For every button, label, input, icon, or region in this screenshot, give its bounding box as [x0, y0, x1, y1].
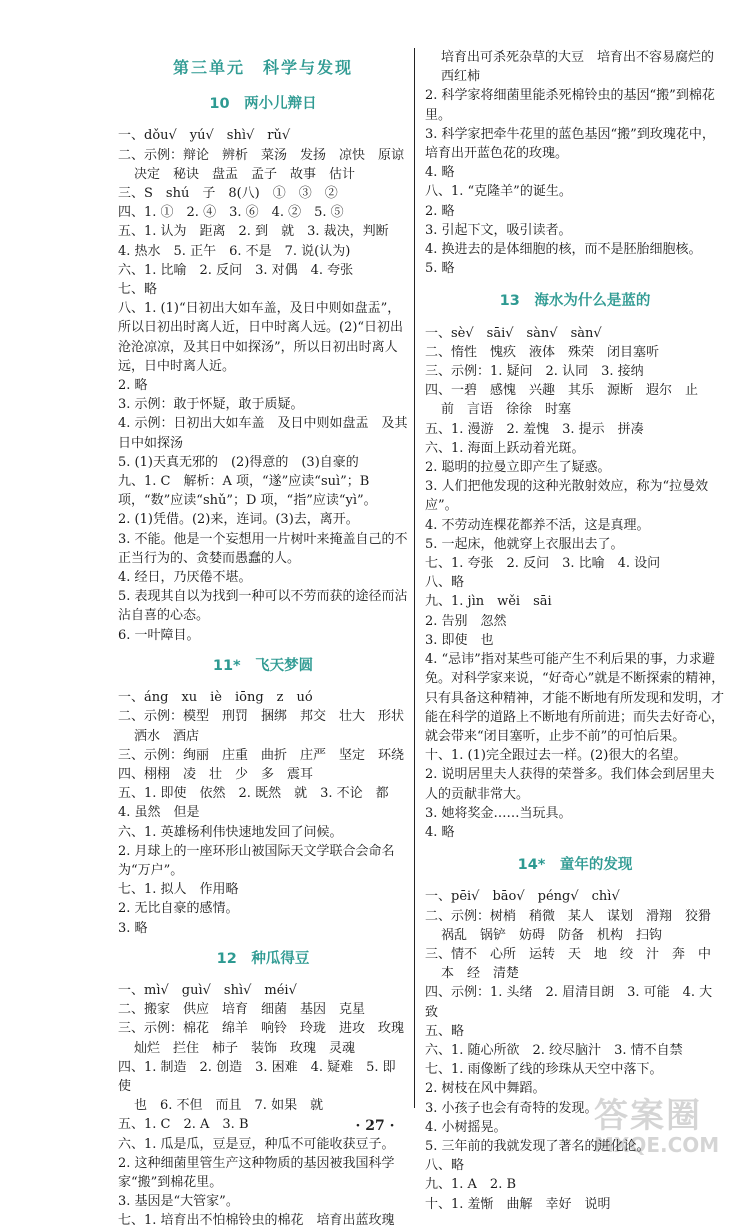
- answer-line: 4. 略: [425, 165, 455, 181]
- answer-line: 本 经 清楚: [441, 966, 520, 982]
- answer-line: 洒水 酒店: [134, 728, 200, 744]
- answer-line: 3. 她将奖金……当玩具。: [425, 805, 572, 821]
- answer-line: 4. 略: [425, 824, 455, 840]
- answer-line: 3. 人们把他发现的这种光散射效应，称为“拉曼效应”。: [425, 479, 709, 514]
- answer-line: 六、1. 英雄杨利伟快速地发回了问候。: [118, 824, 343, 840]
- answer-line: 五、1. 漫游 2. 羞愧 3. 提示 拼凑: [425, 421, 644, 437]
- answer-line: 八、略: [425, 575, 465, 591]
- answer-line: 4. 热水 5. 正午 6. 不是 7. 说(认为): [118, 243, 351, 259]
- answer-line: 3. 小孩子也会有奇特的发现。: [425, 1100, 598, 1116]
- answer-line: 六、1. 瓜是瓜，豆是豆，种瓜不可能收获豆子。: [118, 1136, 395, 1152]
- answer-line: 2. 聪明的拉曼立即产生了疑惑。: [425, 460, 611, 476]
- answer-line: 五、略: [425, 1023, 465, 1039]
- lesson-14-answers: [425, 887, 725, 1213]
- answer-line: 2. 略: [425, 203, 455, 219]
- answer-line: 二、示例：模型 刑罚 捆绑 邦交 壮大 形状: [118, 709, 405, 725]
- answer-line: 二、示例：树梢 稍微 某人 谋划 滑翔 狡猾: [425, 908, 712, 924]
- answer-line: 3. 不能。他是一个妄想用一片树叶来掩盖自己的不正当行为的、贪婪而愚蠢的人。: [118, 531, 408, 566]
- answer-line: 祸乱 锅铲 妨碍 防备 机构 扫钩: [441, 927, 663, 943]
- answer-line: 2. 这种细菌里管生产这种物质的基因被我国科学家“搬”到棉花里。: [118, 1155, 395, 1190]
- answer-line: 六、1. 海面上跃动着光斑。: [425, 440, 585, 456]
- lesson-10-title: 10 两小儿辩日: [209, 96, 317, 113]
- answer-line: 二、搬家 供应 培育 细菌 基因 克星: [118, 1002, 366, 1018]
- answer-line: 4. 示例：日初出大如车盖 及日中则如盘盂 及其日中如探汤: [118, 416, 408, 451]
- answer-line: 4. 虽然 但是: [118, 805, 200, 821]
- answer-line: 七、1. 夸张 2. 反问 3. 比喻 4. 设问: [425, 556, 661, 572]
- answer-line: 七、略: [118, 282, 158, 298]
- answer-line: 一、áng xu iè iōng z uó: [118, 690, 313, 706]
- answer-line: 4. 不劳动连棵花都养不活，这是真理。: [425, 517, 650, 533]
- answer-line: 七、1. 拟人 作用略: [118, 882, 239, 898]
- answer-line: 3. 科学家把牵牛花里的蓝色基因“搬”到玫瑰花中，培育出开蓝色花的玫瑰。: [425, 126, 715, 162]
- answer-line: 八、1. “克隆羊”的诞生。: [425, 184, 572, 200]
- watermark-logo: [594, 1088, 744, 1157]
- answer-line: 2. 树枝在风中舞蹈。: [425, 1081, 546, 1097]
- answer-line: 3. 示例：敢于怀疑，敢于质疑。: [118, 397, 304, 413]
- answer-line: 4. 换进去的是体细胞的核，而不是胚胎细胞核。: [425, 242, 702, 258]
- answer-line: 四、1. ① 2. ④ 3. ⑥ 4. ② 5. ⑤: [118, 205, 344, 221]
- lesson-11-title: 11* 飞天梦圆: [212, 657, 314, 674]
- answer-line: 九、1. A 2. B: [425, 1177, 517, 1193]
- page-number: · 27 ·: [355, 1118, 395, 1134]
- column-divider: [414, 48, 415, 1108]
- answer-line: 一、pēi√ bāo√ péng√ chì√: [425, 889, 620, 905]
- answer-line: 八、1. (1)“日初出大如车盖，及日中则如盘盂”，所以日初出时离人近，日中时离人远。(2)“日初出沧沧凉凉，及其日中如探汤”，所以日初出时离人远，日中时离人近。: [118, 301, 404, 374]
- answer-line: 二、惰性 愧疚 液体 殊荣 闭目塞听: [425, 344, 660, 360]
- answer-line: 九、1. jìn wěi sāi: [425, 594, 552, 610]
- answer-line: 一、mì√ guì√ shì√ méi√: [118, 982, 297, 998]
- answer-line: 4. 经日，乃厌倦不堪。: [118, 570, 252, 586]
- answer-line: 七、1. 培育出不怕棉铃虫的棉花 培育出蓝玫瑰: [118, 1213, 395, 1229]
- answer-line: 前 言语 徐徐 时塞: [441, 402, 572, 418]
- answer-line: 三、S shú 子 8(八) ① ③ ②: [118, 186, 338, 202]
- answer-line: 3. 基因是“大管家”。: [118, 1194, 239, 1210]
- answer-line: 2. 科学家将细菌里能杀死棉铃虫的基因“搬”到棉花里。: [425, 88, 715, 123]
- answer-line: 一、dǒu√ yú√ shì√ rǔ√: [118, 128, 291, 144]
- answer-line: 5. 表现其自以为找到一种可以不劳而获的途径而沾沾自喜的心态。: [118, 589, 408, 624]
- answer-line: 六、1. 随心所欲 2. 绞尽脑汁 3. 情不自禁: [425, 1042, 683, 1058]
- answer-line: 3. 略: [118, 920, 148, 936]
- answer-line: 四、1. 制造 2. 创造 3. 困难 4. 疑难 5. 即使: [118, 1059, 396, 1094]
- answer-line: 6. 一叶障目。: [118, 627, 200, 643]
- answer-line: 八、略: [425, 1158, 465, 1174]
- answer-line: 三、示例：棉花 绵羊 响铃 玲珑 进攻 玫瑰: [118, 1021, 405, 1037]
- left-column: [118, 48, 408, 1231]
- watermark-text: 答案圈: [594, 1096, 702, 1136]
- lesson-14-title: 14* 童年的发现: [517, 857, 633, 874]
- answer-line: 五、1. C 2. A 3. B: [118, 1117, 249, 1133]
- answer-line: 也 6. 不但 而且 7. 如果 就: [134, 1098, 324, 1114]
- lesson-12-answers: [118, 981, 408, 1231]
- answer-line: 七、1. 雨像断了线的珍珠从天空中落下。: [425, 1062, 663, 1078]
- answer-line: 2. (1)凭借。(2)来，连词。(3)去，离开。: [118, 512, 359, 528]
- answer-line: 三、示例：1. 疑问 2. 认同 3. 接纳: [425, 364, 644, 380]
- answer-line: 四、一碧 感愧 兴趣 其乐 源断 遐尔 止: [425, 383, 699, 399]
- answer-line: 三、示例：绚丽 庄重 曲折 庄严 坚定 环绕: [118, 747, 405, 763]
- answer-line: 2. 告别 忽然: [425, 613, 507, 629]
- answer-line: 十、1. 羞惭 曲解 幸好 说明: [425, 1196, 611, 1212]
- answer-line: 2. 说明居里夫人获得的荣誉多。我们体会到居里夫人的贡献非常大。: [425, 767, 715, 802]
- answer-line: 培育出可杀死杂草的大豆 培育出不容易腐烂的西红柿: [441, 50, 715, 85]
- answer-line: 灿烂 拦住 柿子 装饰 玫瑰 灵魂: [134, 1040, 356, 1056]
- answer-line: 五、1. 认为 距离 2. 到 就 3. 裁决，判断: [118, 224, 389, 240]
- lesson-13-title: 13 海水为什么是蓝的: [499, 293, 651, 310]
- answer-line: 2. 月球上的一座环形山被国际天文学联合会命名为“万户”。: [118, 843, 395, 878]
- lesson-12-title: 12 种瓜得豆: [216, 950, 310, 967]
- answer-line: 四、示例：1. 头绪 2. 眉清目朗 3. 可能 4. 大致: [425, 985, 713, 1020]
- lesson-12-continued-answers: [425, 48, 725, 278]
- unit-title: 第三单元 科学与发现: [172, 58, 353, 77]
- lesson-11-answers: [118, 688, 408, 938]
- answer-line: 3. 引起下文，吸引读者。: [425, 222, 572, 238]
- answer-line: 2. 略: [118, 378, 148, 394]
- answer-line: 5. 一起床，他就穿上衣服出去了。: [425, 536, 624, 552]
- answer-line: 三、情不 心所 运转 天 地 绞 汁 奔 中: [425, 946, 712, 962]
- answer-line: 4. “忌讳”指对某些可能产生不利后果的事，力求避免。对科学家来说，“好奇心”就是不断探索的精神，只有具备这种精神，才能不断地有所发现和发明，才能在科学的道路上不断地有所前进；而失去好奇心，就会带来“闭目塞听，止步不前”的可怕后果。: [425, 652, 725, 744]
- answer-line: 3. 即使 也: [425, 632, 494, 648]
- answer-line: 十、1. (1)完全跟过去一样。(2)很大的名望。: [425, 748, 687, 764]
- answer-line: 九、1. C 解析：A 项，“遂”应读“suì”；B 项，“数”应读“shǔ”；D 项，“指”应读“yì”。: [118, 474, 377, 509]
- watermark-url: MXQE.COM: [594, 1133, 720, 1157]
- answer-line: 五、1. 即使 依然 2. 既然 就 3. 不论 都: [118, 786, 389, 802]
- answer-line: 2. 无比自豪的感情。: [118, 901, 239, 917]
- lesson-13-answers: [425, 324, 725, 842]
- answer-line: 六、1. 比喻 2. 反问 3. 对偶 4. 夸张: [118, 262, 354, 278]
- answer-line: 5. (1)天真无邪的 (2)得意的 (3)自豪的: [118, 454, 359, 470]
- lesson-10-answers: [118, 126, 408, 644]
- answer-line: 决定 秘诀 盘盂 孟子 故事 估计: [134, 166, 356, 182]
- answer-line: 四、栩栩 凌 壮 少 多 震耳: [118, 766, 314, 782]
- answer-line: 5. 略: [425, 261, 455, 277]
- answer-line: 5. 三年前的我就发现了著名的进化论。: [425, 1138, 650, 1154]
- answer-line: 4. 小树摇晃。: [425, 1119, 507, 1135]
- right-column: [425, 48, 725, 1214]
- answer-line: 一、sè√ sāi√ sàn√ sàn√: [425, 325, 602, 341]
- answer-line: 二、示例：辩论 辨析 菜汤 发扬 凉快 原谅: [118, 147, 405, 163]
